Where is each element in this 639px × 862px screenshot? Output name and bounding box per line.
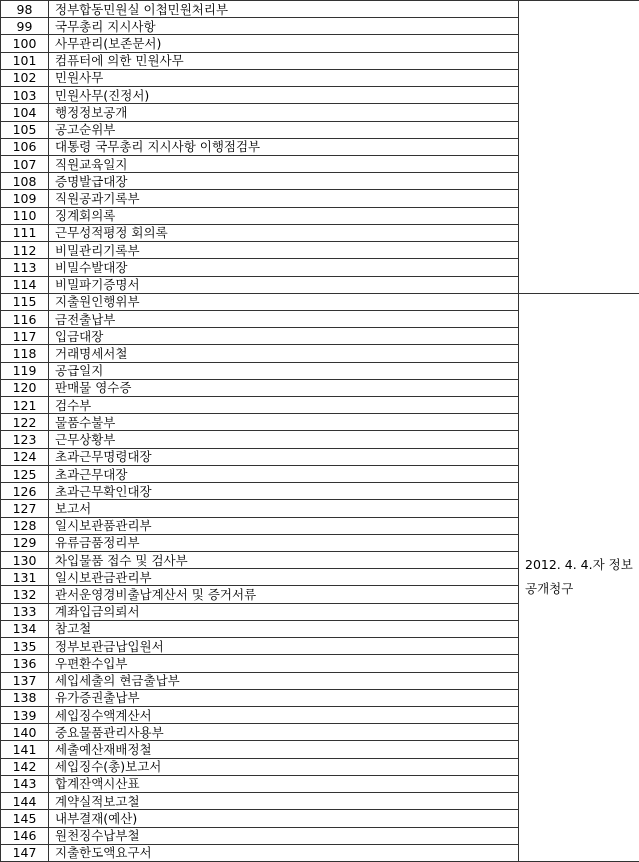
row-number: 126 (1, 483, 49, 500)
row-number: 134 (1, 620, 49, 637)
row-number: 121 (1, 397, 49, 414)
record-title: 계약실적보고철 (49, 793, 519, 810)
row-number: 104 (1, 104, 49, 121)
table-row (1, 1, 639, 18)
record-title: 민원사무 (49, 69, 519, 86)
record-title: 국무총리 지시사항 (49, 18, 519, 35)
row-number: 127 (1, 500, 49, 517)
record-title: 보고서 (49, 500, 519, 517)
row-number: 115 (1, 293, 49, 310)
record-title: 중요물품관리사용부 (49, 724, 519, 741)
row-number: 119 (1, 362, 49, 379)
row-number: 146 (1, 827, 49, 844)
record-title: 금전출납부 (49, 310, 519, 327)
group-note: 2012. 4. 4.자 정보공개청구 (519, 293, 639, 861)
record-title: 공급일지 (49, 362, 519, 379)
record-title: 근무성적평정 회의록 (49, 224, 519, 241)
record-title: 세입세출의 현금출납부 (49, 672, 519, 689)
row-number: 120 (1, 379, 49, 396)
record-title: 관서운영경비출납계산서 및 증거서류 (49, 586, 519, 603)
record-title: 사무관리(보존문서) (49, 35, 519, 52)
record-title: 합계잔액시산표 (49, 775, 519, 792)
record-title: 비밀관리기록부 (49, 242, 519, 259)
record-title: 증명발급대장 (49, 173, 519, 190)
record-title: 초과근무명령대장 (49, 448, 519, 465)
row-number: 137 (1, 672, 49, 689)
row-number: 108 (1, 173, 49, 190)
record-title: 근무상황부 (49, 431, 519, 448)
table-row (1, 293, 639, 310)
row-number: 131 (1, 569, 49, 586)
row-number: 145 (1, 810, 49, 827)
row-number: 143 (1, 775, 49, 792)
record-title: 우편환수입부 (49, 655, 519, 672)
record-title: 판매물 영수증 (49, 379, 519, 396)
row-number: 107 (1, 155, 49, 172)
records-table-body (1, 1, 639, 862)
row-number: 114 (1, 276, 49, 293)
record-title: 정부합동민원실 이첩민원처리부 (49, 1, 519, 18)
record-title: 행정정보공개 (49, 104, 519, 121)
row-number: 112 (1, 242, 49, 259)
record-title: 정부보관금납입원서 (49, 638, 519, 655)
record-title: 컴퓨터에 의한 민원사무 (49, 52, 519, 69)
row-number: 124 (1, 448, 49, 465)
row-number: 111 (1, 224, 49, 241)
row-number: 109 (1, 190, 49, 207)
record-title: 직원공과기록부 (49, 190, 519, 207)
record-title: 계좌입금의뢰서 (49, 603, 519, 620)
row-number: 117 (1, 328, 49, 345)
record-title: 대통령 국무총리 지시사항 이행점검부 (49, 138, 519, 155)
row-number: 125 (1, 465, 49, 482)
row-number: 141 (1, 741, 49, 758)
record-title: 차입물품 접수 및 검사부 (49, 552, 519, 569)
record-title: 일시보관품관리부 (49, 517, 519, 534)
record-title: 원천징수납부철 (49, 827, 519, 844)
row-number: 142 (1, 758, 49, 775)
record-title: 물품수불부 (49, 414, 519, 431)
record-title: 참고철 (49, 620, 519, 637)
row-number: 133 (1, 603, 49, 620)
record-title: 초과근무확인대장 (49, 483, 519, 500)
row-number: 138 (1, 689, 49, 706)
record-title: 지출한도액요구서 (49, 844, 519, 861)
row-number: 136 (1, 655, 49, 672)
record-title: 초과근무대장 (49, 465, 519, 482)
record-title: 직원교육일지 (49, 155, 519, 172)
record-title: 비밀파기증명서 (49, 276, 519, 293)
row-number: 103 (1, 87, 49, 104)
record-title: 유가증권출납부 (49, 689, 519, 706)
row-number: 139 (1, 706, 49, 723)
row-number: 102 (1, 69, 49, 86)
record-title: 유류금품정리부 (49, 534, 519, 551)
record-title: 세출예산재배정철 (49, 741, 519, 758)
record-title: 징계회의록 (49, 207, 519, 224)
record-title: 공고순위부 (49, 121, 519, 138)
row-number: 123 (1, 431, 49, 448)
row-number: 100 (1, 35, 49, 52)
row-number: 122 (1, 414, 49, 431)
row-number: 116 (1, 310, 49, 327)
record-title: 세입징수(총)보고서 (49, 758, 519, 775)
row-number: 128 (1, 517, 49, 534)
row-number: 110 (1, 207, 49, 224)
record-title: 일시보관금관리부 (49, 569, 519, 586)
row-number: 144 (1, 793, 49, 810)
row-number: 129 (1, 534, 49, 551)
row-number: 113 (1, 259, 49, 276)
row-number: 101 (1, 52, 49, 69)
row-number: 135 (1, 638, 49, 655)
row-number: 130 (1, 552, 49, 569)
group-note (519, 1, 639, 294)
row-number: 118 (1, 345, 49, 362)
row-number: 105 (1, 121, 49, 138)
record-title: 세입징수액계산서 (49, 706, 519, 723)
record-title: 내부결재(예산) (49, 810, 519, 827)
row-number: 132 (1, 586, 49, 603)
row-number: 106 (1, 138, 49, 155)
record-title: 지출원인행위부 (49, 293, 519, 310)
row-number: 99 (1, 18, 49, 35)
record-title: 검수부 (49, 397, 519, 414)
row-number: 147 (1, 844, 49, 861)
record-title: 거래명세서철 (49, 345, 519, 362)
record-title: 민원사무(진정서) (49, 87, 519, 104)
row-number: 140 (1, 724, 49, 741)
record-title: 입금대장 (49, 328, 519, 345)
row-number: 98 (1, 1, 49, 18)
record-title: 비밀수발대장 (49, 259, 519, 276)
